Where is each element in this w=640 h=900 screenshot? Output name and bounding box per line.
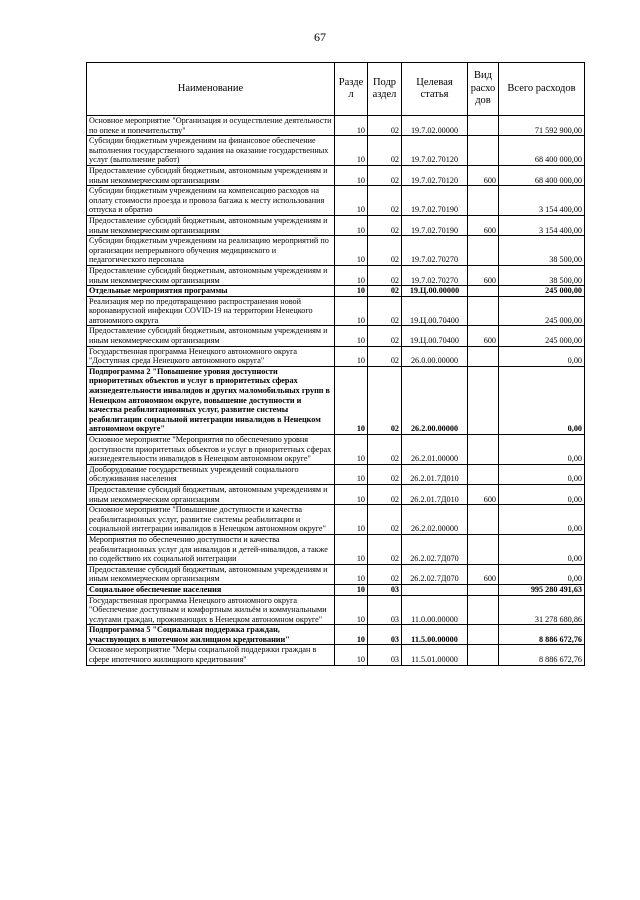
- row-vid-cell: 600: [468, 484, 499, 504]
- row-razdel-cell: 10: [335, 564, 368, 584]
- row-name-cell: Предоставление субсидий бюджетным, автономным учреждениям и иным некоммерческим организациям: [87, 215, 335, 235]
- row-razdel-cell: 10: [335, 484, 368, 504]
- row-razdel-cell: 10: [335, 534, 368, 564]
- row-total-cell: 31 278 680,86: [499, 595, 585, 625]
- table-row: [87, 326, 585, 346]
- row-razdel-cell: 10: [335, 236, 368, 266]
- table-row: [87, 505, 585, 535]
- row-target-cell: 19.7.02.70190: [402, 215, 468, 235]
- table-row: [87, 625, 585, 645]
- row-podrazdel-cell: 02: [368, 215, 402, 235]
- row-podrazdel-cell: 02: [368, 296, 402, 326]
- table-row: [87, 564, 585, 584]
- row-target-cell: 11.5.00.00000: [402, 625, 468, 645]
- row-vid-cell: [468, 625, 499, 645]
- row-total-cell: 68 400 000,00: [499, 136, 585, 166]
- row-total-cell: 3 154 400,00: [499, 215, 585, 235]
- row-razdel-cell: 10: [335, 265, 368, 285]
- row-vid-cell: [468, 116, 499, 136]
- row-target-cell: 26.2.01.7Д010: [402, 484, 468, 504]
- row-podrazdel-cell: 02: [368, 534, 402, 564]
- row-total-cell: 0,00: [499, 435, 585, 465]
- row-podrazdel-cell: 02: [368, 136, 402, 166]
- row-vid-cell: [468, 534, 499, 564]
- row-total-cell: 0,00: [499, 484, 585, 504]
- row-name-cell: Предоставление субсидий бюджетным, автономным учреждениям и иным некоммерческим организациям: [87, 564, 335, 584]
- table-row: [87, 165, 585, 185]
- row-razdel-cell: 10: [335, 435, 368, 465]
- row-name-cell: Государственная программа Ненецкого автономного округа "Обеспечение доступным и комфортным жильём и коммунальными услугами граждан, проживающих в Ненецком автономном округе": [87, 595, 335, 625]
- header-vid: Вид расхо дов: [468, 63, 499, 116]
- row-razdel-cell: 10: [335, 584, 368, 595]
- row-target-cell: 11.5.01.00000: [402, 645, 468, 665]
- row-total-cell: 245 000,00: [499, 296, 585, 326]
- row-vid-cell: [468, 236, 499, 266]
- table-row: [87, 346, 585, 366]
- row-name-cell: Основное мероприятие "Мероприятия по обеспечению уровня доступности приоритетных объектов и услуг в приоритетных сферах жизнедеятельности инвалидов в Ненецком автономном округе": [87, 435, 335, 465]
- row-target-cell: 26.2.02.7Д070: [402, 534, 468, 564]
- row-total-cell: 71 592 900,00: [499, 116, 585, 136]
- table-row: [87, 464, 585, 484]
- row-vid-cell: [468, 136, 499, 166]
- row-name-cell: Субсидии бюджетным учреждениям на финансовое обеспечение выполнения государственного задания на оказание государственных услуг (выполнение работ): [87, 136, 335, 166]
- row-name-cell: Социальное обеспечение населения: [87, 584, 335, 595]
- table-row: [87, 186, 585, 216]
- row-name-cell: Предоставление субсидий бюджетным, автономным учреждениям и иным некоммерческим организациям: [87, 484, 335, 504]
- row-total-cell: 0,00: [499, 346, 585, 366]
- row-podrazdel-cell: 03: [368, 584, 402, 595]
- row-razdel-cell: 10: [335, 286, 368, 297]
- row-razdel-cell: 10: [335, 346, 368, 366]
- row-total-cell: 38 500,00: [499, 265, 585, 285]
- row-razdel-cell: 10: [335, 296, 368, 326]
- row-vid-cell: [468, 505, 499, 535]
- row-podrazdel-cell: 02: [368, 186, 402, 216]
- row-name-cell: Основное мероприятие "Повышение доступности и качества реабилитационных услуг, развитие системы реабилитации и социальной интеграции инвалидов в Ненецком автономном округе": [87, 505, 335, 535]
- row-total-cell: 995 280 491,63: [499, 584, 585, 595]
- row-podrazdel-cell: 03: [368, 625, 402, 645]
- row-vid-cell: [468, 464, 499, 484]
- row-razdel-cell: 10: [335, 165, 368, 185]
- row-podrazdel-cell: 02: [368, 464, 402, 484]
- row-vid-cell: [468, 366, 499, 434]
- row-vid-cell: [468, 435, 499, 465]
- row-razdel-cell: 10: [335, 464, 368, 484]
- row-target-cell: 19.7.02.70120: [402, 165, 468, 185]
- row-target-cell: 26.2.00.00000: [402, 366, 468, 434]
- row-vid-cell: 600: [468, 326, 499, 346]
- row-razdel-cell: 10: [335, 186, 368, 216]
- row-razdel-cell: 10: [335, 366, 368, 434]
- row-target-cell: 19.Ц.00.70400: [402, 326, 468, 346]
- row-name-cell: Предоставление субсидий бюджетным, автономным учреждениям и иным некоммерческим организациям: [87, 326, 335, 346]
- row-vid-cell: [468, 584, 499, 595]
- table-header-row: [87, 63, 585, 116]
- table-row: [87, 584, 585, 595]
- row-podrazdel-cell: 02: [368, 236, 402, 266]
- row-target-cell: 26.0.00.00000: [402, 346, 468, 366]
- header-name: Наименование: [87, 63, 335, 116]
- row-podrazdel-cell: 02: [368, 366, 402, 434]
- table-row: [87, 645, 585, 665]
- row-name-cell: Подпрограмма 5 "Социальная поддержка граждан, участвующих в ипотечном жилищном кредитовании": [87, 625, 335, 645]
- budget-table: [86, 62, 585, 666]
- row-vid-cell: [468, 346, 499, 366]
- row-name-cell: Субсидии бюджетным учреждениям на реализацию мероприятий по организации непрерывного обучения медицинского и педагогического персонала: [87, 236, 335, 266]
- header-podrazdel: Подр аздел: [368, 63, 402, 116]
- row-total-cell: 38 500,00: [499, 236, 585, 266]
- row-podrazdel-cell: 02: [368, 165, 402, 185]
- row-name-cell: Мероприятия по обеспечению доступности и качества реабилитационных услуг для инвалидов и детей-инвалидов, а также по содействию их социальной интеграции: [87, 534, 335, 564]
- row-vid-cell: [468, 186, 499, 216]
- table-row: [87, 136, 585, 166]
- row-total-cell: 0,00: [499, 505, 585, 535]
- page-number: 67: [314, 30, 326, 44]
- row-name-cell: Субсидии бюджетным учреждениям на компенсацию расходов на оплату стоимости проезда и провоза багажа к месту использования отпуска и обратно: [87, 186, 335, 216]
- row-podrazdel-cell: 02: [368, 265, 402, 285]
- row-total-cell: 0,00: [499, 564, 585, 584]
- row-total-cell: 0,00: [499, 464, 585, 484]
- row-podrazdel-cell: 02: [368, 346, 402, 366]
- row-vid-cell: [468, 595, 499, 625]
- row-total-cell: 0,00: [499, 534, 585, 564]
- row-total-cell: 8 886 672,76: [499, 625, 585, 645]
- row-razdel-cell: 10: [335, 625, 368, 645]
- header-total: Всего расходов: [499, 63, 585, 116]
- row-razdel-cell: 10: [335, 116, 368, 136]
- row-podrazdel-cell: 02: [368, 505, 402, 535]
- table-row: [87, 265, 585, 285]
- row-podrazdel-cell: 02: [368, 286, 402, 297]
- row-podrazdel-cell: 02: [368, 435, 402, 465]
- row-total-cell: 245 000,00: [499, 286, 585, 297]
- row-podrazdel-cell: 03: [368, 595, 402, 625]
- row-razdel-cell: 10: [335, 326, 368, 346]
- row-target-cell: 19.7.02.70270: [402, 236, 468, 266]
- row-total-cell: 0,00: [499, 366, 585, 434]
- row-razdel-cell: 10: [335, 645, 368, 665]
- row-podrazdel-cell: 02: [368, 564, 402, 584]
- row-podrazdel-cell: 02: [368, 116, 402, 136]
- row-target-cell: 19.7.02.70190: [402, 186, 468, 216]
- row-razdel-cell: 10: [335, 215, 368, 235]
- table-row: [87, 484, 585, 504]
- row-name-cell: Государственная программа Ненецкого автономного округа "Доступная среда Ненецкого автономного округа": [87, 346, 335, 366]
- header-razdel: Разде л: [335, 63, 368, 116]
- row-vid-cell: 600: [468, 564, 499, 584]
- row-total-cell: 68 400 000,00: [499, 165, 585, 185]
- row-total-cell: 3 154 400,00: [499, 186, 585, 216]
- row-name-cell: Предоставление субсидий бюджетным, автономным учреждениям и иным некоммерческим организациям: [87, 265, 335, 285]
- row-name-cell: Дооборудование государственных учреждений социального обслуживания населения: [87, 464, 335, 484]
- row-name-cell: Подпрограмма 2 "Повышение уровня доступности приоритетных объектов и услуг в приоритетных сферах жизнедеятельности инвалидов и других маломобильных групп в Ненецком автономном округе, повышение доступности и качества реабилитационных услуг, развитие системы реабилитации социальной интеграции инвалидов в Ненецком автономном округе": [87, 366, 335, 434]
- row-total-cell: 8 886 672,76: [499, 645, 585, 665]
- row-razdel-cell: 10: [335, 595, 368, 625]
- row-podrazdel-cell: 02: [368, 484, 402, 504]
- table-row: [87, 286, 585, 297]
- row-vid-cell: [468, 296, 499, 326]
- header-target: Целевая статья: [402, 63, 468, 116]
- row-target-cell: 26.2.02.7Д070: [402, 564, 468, 584]
- row-podrazdel-cell: 02: [368, 326, 402, 346]
- table-body: [87, 116, 585, 666]
- row-target-cell: 19.Ц.00.00000: [402, 286, 468, 297]
- row-target-cell: 19.7.02.70270: [402, 265, 468, 285]
- row-vid-cell: [468, 286, 499, 297]
- row-razdel-cell: 10: [335, 505, 368, 535]
- row-target-cell: 19.7.02.00000: [402, 116, 468, 136]
- table-row: [87, 296, 585, 326]
- row-vid-cell: 600: [468, 215, 499, 235]
- table-row: [87, 534, 585, 564]
- row-target-cell: [402, 584, 468, 595]
- row-total-cell: 245 000,00: [499, 326, 585, 346]
- row-name-cell: Реализация мер по предотвращению распространения новой коронавирусной инфекции COVID-19 на территории Ненецкого автономного округа: [87, 296, 335, 326]
- row-vid-cell: 600: [468, 165, 499, 185]
- table-row: [87, 366, 585, 434]
- row-vid-cell: 600: [468, 265, 499, 285]
- row-vid-cell: [468, 645, 499, 665]
- row-target-cell: 26.2.01.7Д010: [402, 464, 468, 484]
- table-row: [87, 116, 585, 136]
- row-podrazdel-cell: 03: [368, 645, 402, 665]
- row-target-cell: 11.0.00.00000: [402, 595, 468, 625]
- row-name-cell: Предоставление субсидий бюджетным, автономным учреждениям и иным некоммерческим организациям: [87, 165, 335, 185]
- row-target-cell: 19.Ц.00.70400: [402, 296, 468, 326]
- row-target-cell: 26.2.02.00000: [402, 505, 468, 535]
- table-row: [87, 215, 585, 235]
- table-row: [87, 236, 585, 266]
- row-target-cell: 26.2.01.00000: [402, 435, 468, 465]
- table-row: [87, 595, 585, 625]
- row-name-cell: Отдельные мероприятия программы: [87, 286, 335, 297]
- row-name-cell: Основное мероприятие "Меры социальной поддержки граждан в сфере ипотечного жилищного кредитования": [87, 645, 335, 665]
- row-name-cell: Основное мероприятие "Организация и осуществление деятельности по опеке и попечительству": [87, 116, 335, 136]
- row-target-cell: 19.7.02.70120: [402, 136, 468, 166]
- row-razdel-cell: 10: [335, 136, 368, 166]
- table-row: [87, 435, 585, 465]
